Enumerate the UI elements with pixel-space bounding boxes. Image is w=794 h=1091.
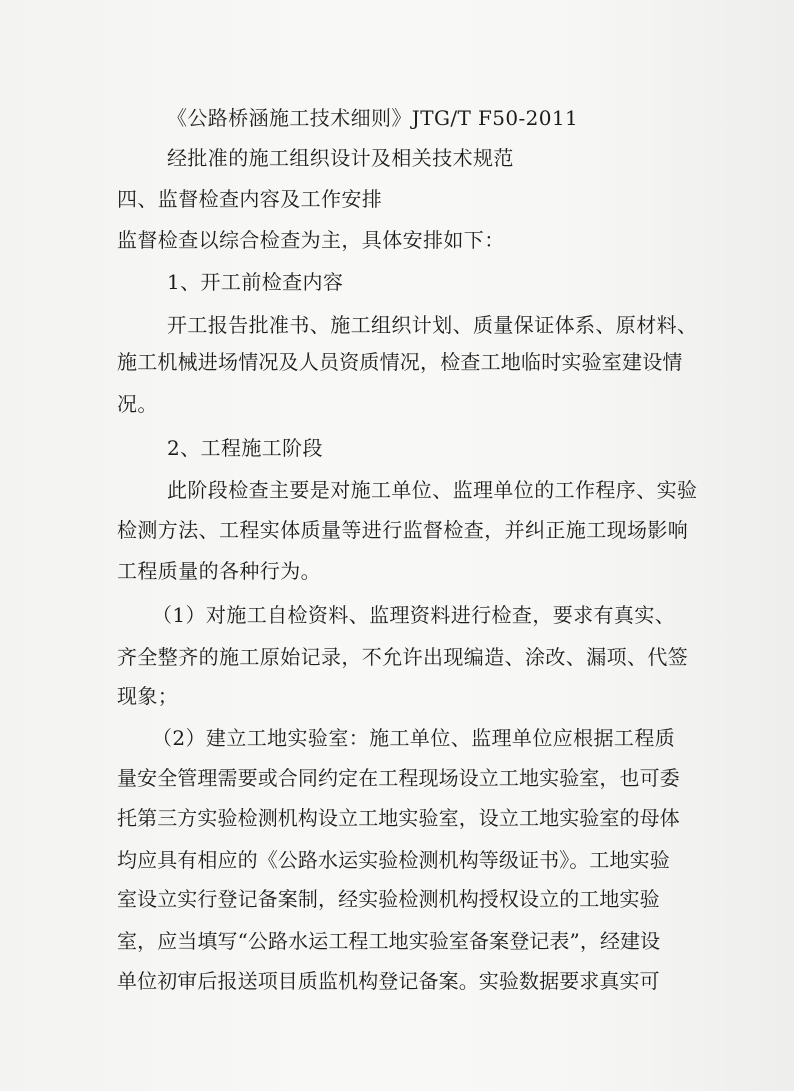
text-line-approved-design: 经批准的施工组织设计及相关技术规范 [167, 146, 514, 170]
text-line: 检测方法、工程实体质量等进行监督检查，并纠正施工现场影响 [117, 518, 689, 542]
text-line: 工程质量的各种行为。 [117, 559, 321, 583]
text-line: 此阶段检查主要是对施工单位、监理单位的工作程序、实验 [167, 478, 698, 502]
text-line: 齐全整齐的施工原始记录，不允许出现编造、涂改、漏项、代签 [117, 645, 689, 669]
text-line-standard-reference: 《公路桥涵施工技术细则》JTG/T F50-2011 [167, 106, 579, 130]
text-line: 开工报告批准书、施工组织计划、质量保证体系、原材料、 [167, 313, 698, 337]
list-item-2: （2）建立工地实验室：施工单位、监理单位应根据工程质 [152, 726, 676, 750]
text-line: 均应具有相应的《公路水运实验检测机构等级证书》。工地实验 [117, 848, 670, 872]
text-line: 现象； [117, 684, 179, 708]
text-line: 量安全管理需要或合同约定在工程现场设立工地实验室，也可委 [117, 766, 680, 790]
section-heading-4: 四、监督检查内容及工作安排 [117, 187, 383, 211]
text-line: 施工机械进场情况及人员资质情况，检查工地临时实验室建设情 [117, 350, 683, 374]
text-line: 室，应当填写“公路水运工程工地实验室备案登记表”，经建设 [117, 929, 661, 953]
list-item-1: （1）对施工自检资料、监理资料进行检查，要求有真实、 [152, 603, 676, 627]
text-line: 托第三方实验检测机构设立工地实验室，设立工地实验室的母体 [117, 806, 680, 830]
text-line: 单位初审后报送项目质监机构登记备案。实验数据要求真实可 [117, 969, 660, 993]
text-line: 况。 [117, 392, 158, 416]
subheading-2: 2、工程施工阶段 [167, 436, 323, 460]
subheading-1: 1、开工前检查内容 [167, 270, 344, 294]
text-line: 室设立实行登记备案制，经实验检测机构授权设立的工地实验 [117, 887, 660, 911]
text-line-intro: 监督检查以综合检查为主，具体安排如下： [117, 228, 505, 252]
